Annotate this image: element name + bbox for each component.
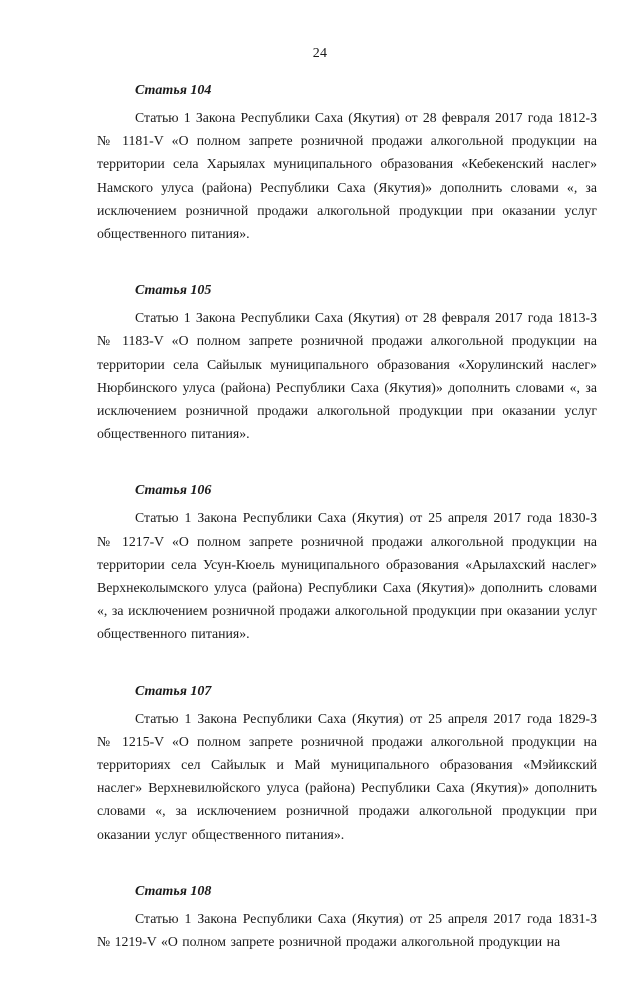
article-title: Статья 106 [135,483,212,499]
article-body: Статью 1 Закона Республики Саха (Якутия) от 25 апреля 2017 года 1830-З № 1217-V «О полном запрете розничной продажи алкогольной продукции на территории села Усун-Кюель муниципального образования «Арылахский наслег» Верхнеколымского улуса (района) Республики Саха (Якутия)» дополнить словами «, за исключением розничной продажи алкогольной продукции при оказании услуг общественного питания». [97,510,597,642]
article-body: Статью 1 Закона Республики Саха (Якутия) от 25 апреля 2017 года 1829-З № 1215-V «О полном запрете розничной продажи алкогольной продукции на территориях сел Сайылык и Май муниципального образования «Мэйикский наслег» Верхневилюйского улуса (района) Республики Саха (Якутия)» дополнить словами «, за исключением розничной продажи алкогольной продукции при оказании услуг общественного питания». [97,710,597,842]
article-104 [97,80,597,245]
document-content [97,80,597,988]
article-body: Статью 1 Закона Республики Саха (Якутия) от 28 февраля 2017 года 1812-З № 1181-V «О полном запрете розничной продажи алкогольной продукции на территории села Харыялах муниципального образования «Кебекенский наслег» Намского улуса (района) Республики Саха (Якутия)» дополнить словами «, за исключением розничной продажи алкогольной продукции при оказании услуг общественного питания». [97,110,597,242]
article-title: Статья 108 [135,883,212,899]
article-body: Статью 1 Закона Республики Саха (Якутия) от 25 апреля 2017 года 1831-З № 1219-V «О полном запрете розничной продажи алкогольной продукции на [97,910,597,950]
article-106 [97,480,597,645]
article-108 [97,881,597,953]
article-title: Статья 107 [135,683,212,699]
article-107 [97,681,597,846]
article-105 [97,280,597,445]
article-body: Статью 1 Закона Республики Саха (Якутия) от 28 февраля 2017 года 1813-З № 1183-V «О полном запрете розничной продажи алкогольной продукции на территории села Сайылык муниципального образования «Хорулинский наслег» Нюрбинского улуса (района) Республики Саха (Якутия)» дополнить словами «, за исключением розничной продажи алкогольной продукции при оказании услуг общественного питания». [97,310,597,442]
article-title: Статья 105 [135,283,212,299]
page-number: 24 [312,46,328,61]
article-title: Статья 104 [135,83,212,98]
